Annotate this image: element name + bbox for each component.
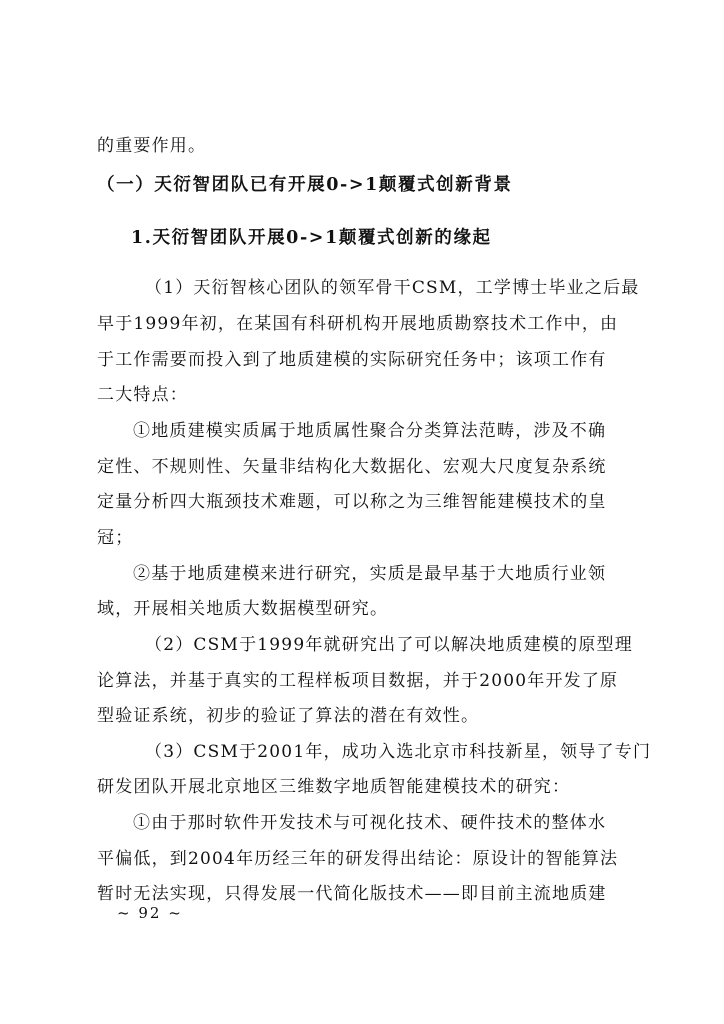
- paragraph-line: 二大特点：: [97, 385, 188, 405]
- paragraph-tail-line: 的重要作用。: [97, 136, 207, 156]
- page-number: ~ 92 ~: [117, 904, 183, 922]
- paragraph-line: 定性、不规则性、矢量非结构化大数据化、宏观大尺度复杂系统: [97, 457, 607, 477]
- paragraph-line: 暂时无法实现，只得发展一代简化版技术——即目前主流地质建: [97, 884, 607, 904]
- paragraph-line: （1）天衍智核心团队的领军骨干CSM，工学博士毕业之后最: [145, 278, 640, 298]
- paragraph-line: 冠；: [97, 528, 134, 548]
- paragraph-line: 早于1999年初，在某国有科研机构开展地质勘察技术工作中，由: [97, 314, 619, 334]
- section-heading: （一）天衍智团队已有开展0->1颠覆式创新背景: [97, 175, 513, 195]
- paragraph-line: （2）CSM于1999年就研究出了可以解决地质建模的原型理: [145, 635, 633, 655]
- paragraph-line: 研发团队开展北京地区三维数字地质智能建模技术的研究：: [97, 777, 571, 797]
- paragraph-line: 于工作需要而投入到了地质建模的实际研究任务中；该项工作有: [97, 350, 607, 370]
- paragraph-line: 平偏低，到2004年历经三年的研发得出结论：原设计的智能算法: [97, 849, 619, 869]
- paragraph-line: 定量分析四大瓶颈技术难题，可以称之为三维智能建模技术的皇: [97, 492, 607, 512]
- paragraph-line: 论算法，并基于真实的工程样板项目数据，并于2000年开发了原: [97, 671, 619, 691]
- subsection-heading: 1.天衍智团队开展0->1颠覆式创新的缘起: [131, 228, 492, 248]
- paragraph-line: （3）CSM于2001年，成功入选北京市科技新星，领导了专门: [145, 742, 652, 762]
- paragraph-line: ①由于那时软件开发技术与可视化技术、硬件技术的整体水: [133, 813, 607, 833]
- paragraph-line: ①地质建模实质属于地质属性聚合分类算法范畴，涉及不确: [133, 421, 607, 441]
- paragraph-line: 域，开展相关地质大数据模型研究。: [97, 599, 389, 619]
- paragraph-line: ②基于地质建模来进行研究，实质是最早基于大地质行业领: [133, 564, 607, 584]
- paragraph-line: 型验证系统，初步的验证了算法的潜在有效性。: [97, 706, 480, 726]
